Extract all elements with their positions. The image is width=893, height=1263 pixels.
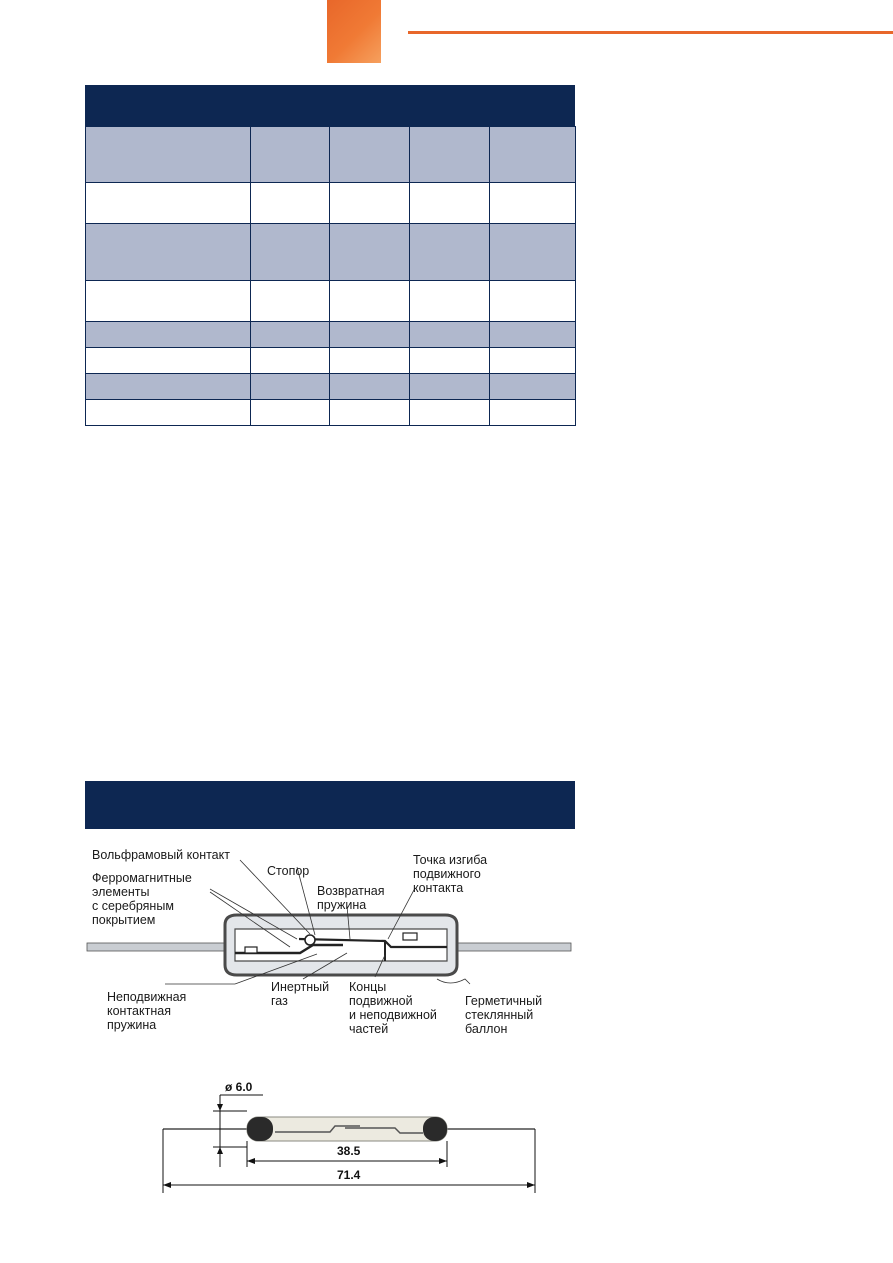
label-fixed-spring-3: пружина	[107, 1018, 157, 1032]
label-return-spring-2: пружина	[317, 898, 367, 912]
table-cell	[251, 400, 330, 426]
table-row	[86, 374, 576, 400]
stopper	[305, 935, 315, 945]
table-cell	[490, 127, 576, 183]
table-row	[86, 224, 576, 281]
table-cell	[251, 183, 330, 224]
table-cell	[251, 224, 330, 281]
label-ferromagnetic-2: элементы	[92, 885, 150, 899]
photo-right-cap	[423, 1117, 447, 1141]
table-cell	[251, 348, 330, 374]
label-fixed-spring-2: контактная	[107, 1004, 171, 1018]
label-glass-bulb-2: стеклянный	[465, 1008, 534, 1022]
table-cell	[251, 374, 330, 400]
dimension-drawing	[155, 1075, 545, 1200]
table-cell	[86, 348, 251, 374]
table-cell	[410, 127, 490, 183]
label-glass-bulb-1: Герметичный	[465, 994, 543, 1008]
table-cell	[86, 322, 251, 348]
table-cell	[330, 374, 410, 400]
table-cell	[86, 183, 251, 224]
label-bend-point-3: контакта	[413, 881, 464, 895]
left-lead	[87, 943, 227, 951]
table-cell	[490, 400, 576, 426]
table-cell	[251, 322, 330, 348]
table-cell	[490, 224, 576, 281]
label-inert-gas-1: Инертный	[271, 980, 330, 994]
label-ferromagnetic-4: покрытием	[92, 913, 156, 927]
spec-table	[85, 126, 576, 426]
table-cell	[410, 183, 490, 224]
label-bend-point-1: Точка изгиба	[413, 853, 488, 867]
label-part-ends-4: частей	[349, 1022, 389, 1036]
header-rule	[408, 31, 893, 34]
table-row	[86, 322, 576, 348]
reed-switch-diagram	[85, 829, 575, 1059]
table-cell	[86, 127, 251, 183]
label-glass-bulb-3: баллон	[465, 1022, 508, 1036]
table-cell	[410, 400, 490, 426]
label-part-ends-3: и неподвижной	[349, 1008, 437, 1022]
table-cell	[490, 183, 576, 224]
section-accent-block	[327, 0, 381, 63]
table-cell	[86, 281, 251, 322]
table-cell	[490, 348, 576, 374]
table-cell	[251, 127, 330, 183]
table-cell	[330, 224, 410, 281]
table-cell	[410, 322, 490, 348]
table-cell	[330, 348, 410, 374]
label-stopper: Стопор	[267, 864, 310, 878]
dim-diameter: ø 6.0	[225, 1080, 253, 1094]
dim-total-length: 71.4	[337, 1168, 361, 1182]
table-cell	[251, 281, 330, 322]
table-cell	[490, 374, 576, 400]
table-cell	[490, 281, 576, 322]
table-cell	[410, 224, 490, 281]
table-title-bar	[85, 85, 575, 126]
photo-left-cap	[247, 1117, 273, 1141]
diagram-title-bar	[85, 781, 575, 829]
table-row	[86, 348, 576, 374]
table-row	[86, 127, 576, 183]
table-cell	[410, 374, 490, 400]
table-cell	[330, 322, 410, 348]
label-ferromagnetic-3: с серебряным	[92, 899, 174, 913]
label-tungsten-contact: Вольфрамовый контакт	[92, 848, 230, 862]
table-row	[86, 400, 576, 426]
table-cell	[330, 127, 410, 183]
label-return-spring-1: Возвратная	[317, 884, 385, 898]
right-lead	[453, 943, 571, 951]
table-cell	[410, 348, 490, 374]
table-row	[86, 281, 576, 322]
table-cell	[330, 183, 410, 224]
label-part-ends-1: Концы	[349, 980, 387, 994]
label-ferromagnetic-1: Ферромагнитные	[92, 871, 192, 885]
table-row	[86, 183, 576, 224]
label-part-ends-2: подвижной	[349, 994, 413, 1008]
table-cell	[410, 281, 490, 322]
photo-glass-body	[247, 1117, 447, 1141]
label-inert-gas-2: газ	[271, 994, 288, 1008]
left-tab	[245, 947, 257, 953]
table-cell	[86, 374, 251, 400]
table-cell	[330, 400, 410, 426]
dim-body-length: 38.5	[337, 1144, 361, 1158]
label-bend-point-2: подвижного	[413, 867, 481, 881]
table-cell	[86, 400, 251, 426]
table-cell	[86, 224, 251, 281]
right-tab	[403, 933, 417, 940]
table-cell	[490, 322, 576, 348]
label-fixed-spring-1: Неподвижная	[107, 990, 187, 1004]
table-cell	[330, 281, 410, 322]
